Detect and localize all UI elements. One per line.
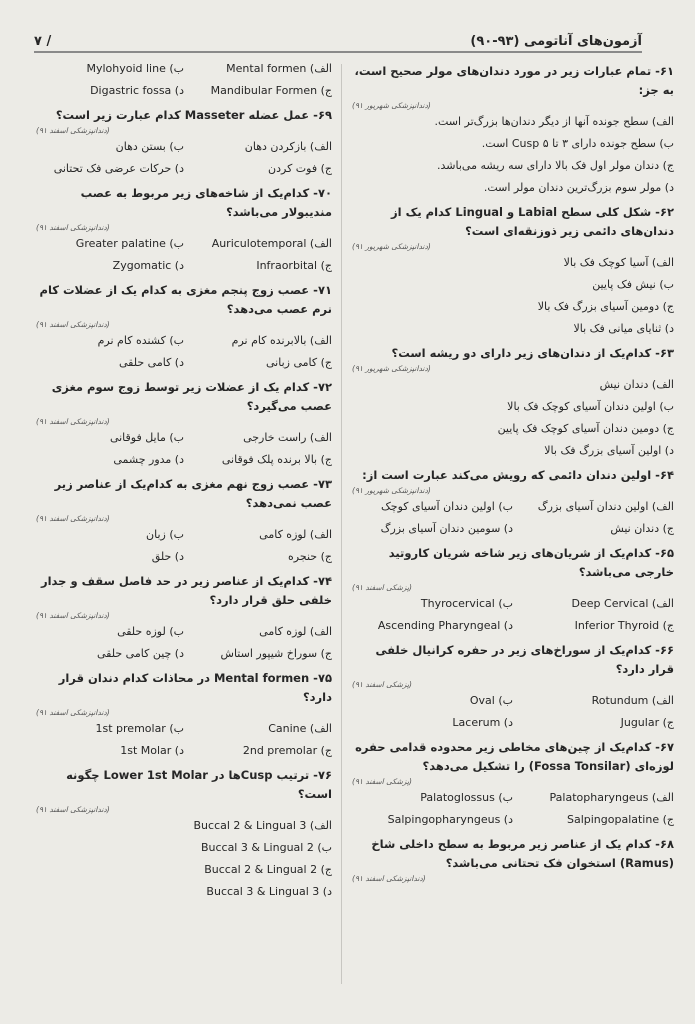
answer-option: الف) Auriculotemporal (211, 237, 332, 250)
answer-option: د) ثنایای میانی فک بالا (573, 322, 674, 335)
answer-option: ب) بستن دهان (115, 140, 184, 153)
question-block (36, 180, 332, 277)
question-block (36, 58, 332, 102)
question-source: (دندانپزشکی اسفند ۹۱) (36, 223, 110, 232)
answer-option: الف) لوزه کامی (259, 528, 332, 541)
answer-option: ب) 1st premolar (95, 722, 184, 735)
question-stem: ۶۸- کدام یک از عناصر زیر مربوط به سطح داخلی شاخ (Ramus) استخوان فک تحتانی می‌باشد؟ (371, 837, 674, 870)
option-row (36, 233, 332, 255)
answer-option: ج) دندان نیش (610, 522, 674, 535)
answer-option: ب) Thyrocervical (420, 597, 513, 610)
option-row (36, 740, 332, 762)
answer-option: ب) اولین دندان آسیای کوچک (380, 500, 513, 513)
answer-option: ج) Salpingopalatine (566, 813, 674, 826)
answer-option: الف) Canine (268, 722, 332, 735)
answer-option: الف) Mental formen (226, 62, 332, 75)
question-text (36, 277, 332, 320)
answer-option: الف) آسیا کوچک فک بالا (563, 256, 674, 269)
option-row (352, 496, 674, 518)
question-source: (دندانپزشکی اسفند ۹۱) (36, 805, 110, 814)
option-row (352, 690, 674, 712)
question-text (352, 340, 674, 364)
page-number: / ۷ (34, 34, 52, 49)
answer-option: الف) بالابرنده کام نرم (231, 334, 332, 347)
answer-option: ج) سوراخ شیپور استاش (220, 647, 332, 660)
question-stem: ۷۶- ترتیب Cuspها در Lower 1st Molar چگونه است؟ (66, 768, 332, 801)
option-row (36, 718, 332, 740)
question-stem: ۷۲- کدام یک از عضلات زیر توسط زوج سوم مغزی عصب می‌گیرد؟ (51, 380, 332, 413)
option-row (36, 427, 332, 449)
question-source: (دندانپزشکی شهریور ۹۱) (352, 364, 431, 373)
answer-option: ج) دومین دندان آسیای کوچک فک پایین (497, 422, 674, 435)
question-stem: ۶۶- کدام‌یک از سوراخ‌های زیر در حفره کرانیال خلفی قرار دارد؟ (375, 643, 674, 676)
left-column (36, 58, 332, 903)
question-stem: ۶۷- کدام‌یک از چین‌های مخاطی زیر محدوده قدامی حفره لوزه‌ای (Fossa Tonsilar) را تشکیل می‌دهد؟ (355, 740, 674, 773)
answer-option: د) مولر سوم بزرگ‌ترین دندان مولر است. (483, 181, 674, 194)
answer-option: ب) سطح جونده دارای ۳ تا ۵ Cusp است. (481, 137, 674, 150)
question-source: (دندانپزشکی شهریور ۹۱) (352, 486, 431, 495)
question-text (36, 102, 332, 126)
option-row (352, 787, 674, 809)
question-block (36, 762, 332, 903)
answer-option: ب) Greater palatine (75, 237, 184, 250)
answer-option: ب) Palatoglossus (420, 791, 513, 804)
question-stem: ۶۳- کدام‌یک از دندان‌های زیر دارای دو ریشه است؟ (391, 346, 674, 360)
question-source: (دندانپزشکی اسفند ۹۱) (36, 320, 110, 329)
column-divider (341, 64, 342, 984)
question-block (352, 831, 674, 884)
answer-option: د) کامی حلقی (118, 356, 184, 369)
header-rule (34, 51, 642, 53)
question-source: (دندانپزشکی اسفند ۹۱) (36, 514, 110, 523)
answer-option: ب) مایل فوقانی (109, 431, 184, 444)
question-block (352, 462, 674, 540)
option-row (36, 449, 332, 471)
option-row (36, 255, 332, 277)
answer-option: د) Lacerum (452, 716, 513, 729)
answer-option: ب) نیش فک پایین (592, 278, 674, 291)
answer-option: ج) کامی زبانی (266, 356, 332, 369)
question-source: (دندانپزشکی اسفند ۹۱) (36, 126, 110, 135)
question-block (352, 540, 674, 637)
answer-option: د) مدور چشمی (113, 453, 184, 466)
answer-option: د) Zygomatic (112, 259, 184, 272)
answer-option: ج) Infraorbital (256, 259, 332, 272)
question-text (352, 199, 674, 242)
answer-option: ج) بالا برنده پلک فوقانی (221, 453, 332, 466)
question-stem: ۶۱- تمام عبارات زیر در مورد دندان‌های مولر صحیح است، به جز: (354, 64, 674, 97)
question-source: (دندانپزشکی اسفند ۹۱) (352, 874, 426, 883)
answer-option: ب) اولین دندان آسیای کوچک فک بالا (507, 400, 674, 413)
question-text (352, 734, 674, 777)
answer-option: د) Salpingopharyngeus (387, 813, 513, 826)
question-text (36, 665, 332, 708)
answer-option: الف) دندان نیش (599, 378, 674, 391)
answer-option: د) اولین آسیای بزرگ فک بالا (544, 444, 674, 457)
question-stem: ۷۱- عصب زوج پنجم مغزی به کدام یک از عضلات کام نرم عصب می‌دهد؟ (39, 283, 332, 316)
option-row (36, 643, 332, 665)
question-stem: ۶۲- شکل کلی سطح Labial و Lingual کدام یک از دندان‌های دائمی زیر ذوزنقه‌ای است؟ (391, 205, 674, 238)
question-stem: ۶۹- عمل عضله Masseter کدام عبارت زیر است؟ (55, 108, 332, 122)
question-block (36, 471, 332, 568)
answer-option: ب) Oval (469, 694, 513, 707)
question-text (36, 762, 332, 805)
option-row (352, 518, 674, 540)
answer-option: ج) Inferior Thyroid (574, 619, 674, 632)
question-source: (دندانپزشکی اسفند ۹۱) (36, 611, 110, 620)
answer-option: ب) لوزه حلقی (117, 625, 184, 638)
answer-option: د) Digastric fossa (90, 84, 184, 97)
option-row (352, 615, 674, 637)
page-header (34, 34, 642, 50)
question-text (352, 540, 674, 583)
answer-option: ب) زبان (146, 528, 184, 541)
question-block (36, 568, 332, 665)
question-source: (پزشکی اسفند ۹۱) (352, 777, 412, 786)
question-block (352, 734, 674, 831)
question-source: (دندانپزشکی اسفند ۹۱) (36, 417, 110, 426)
question-source: (دندانپزشکی اسفند ۹۱) (36, 708, 110, 717)
question-text (352, 462, 674, 486)
question-stem: ۷۴- کدام‌یک از عناصر زیر در حد فاصل سقف و جدار خلفی حلق قرار دارد؟ (40, 574, 332, 607)
answer-option: ج) Mandibular Formen (210, 84, 332, 97)
question-block (36, 374, 332, 471)
option-row (352, 712, 674, 734)
header-title: آزمون‌های آناتومی (۹۳-۹۰) (470, 34, 642, 49)
option-row (36, 158, 332, 180)
question-source: (پزشکی اسفند ۹۱) (352, 583, 412, 592)
option-row (36, 546, 332, 568)
option-row (36, 58, 332, 80)
answer-option: الف) بازکردن دهان (244, 140, 332, 153)
option-row (352, 809, 674, 831)
answer-option: ج) فوت کردن (268, 162, 332, 175)
answer-option: ج) Jugular (620, 716, 674, 729)
question-text (36, 180, 332, 223)
answer-option: د) حرکات عرضی فک تحتانی (53, 162, 184, 175)
answer-option: ج) 2nd premolar (242, 744, 332, 757)
question-text (352, 637, 674, 680)
option-row (36, 330, 332, 352)
answer-option: د) Ascending Pharyngeal (377, 619, 513, 632)
question-block (352, 637, 674, 734)
answer-option: د) چین کامی حلقی (97, 647, 184, 660)
option-row (36, 352, 332, 374)
question-block (352, 58, 674, 199)
question-text (36, 568, 332, 611)
question-stem: ۶۵- کدام‌یک از شریان‌های زیر شاخه شریان کاروتید خارجی می‌باشد؟ (388, 546, 674, 579)
question-text (36, 471, 332, 514)
answer-option: الف) Buccal 2 & Lingual 3 (193, 819, 332, 832)
question-stem: ۷۰- کدام‌یک از شاخه‌های زیر مربوط به عصب مندیبولار می‌باشد؟ (80, 186, 332, 219)
question-block (36, 102, 332, 180)
answer-option: الف) Rotundum (591, 694, 674, 707)
answer-option: الف) لوزه کامی (259, 625, 332, 638)
answer-option: الف) Deep Cervical (571, 597, 674, 610)
option-row (36, 524, 332, 546)
question-block (352, 199, 674, 340)
answer-option: ج) دومین آسیای بزرگ فک بالا (537, 300, 674, 313)
answer-option: ج) حنجره (288, 550, 332, 563)
question-text (36, 374, 332, 417)
answer-option: ب) Mylohyoid line (86, 62, 184, 75)
answer-option: الف) اولین دندان آسیای بزرگ (537, 500, 674, 513)
question-stem: ۶۴- اولین دندان دائمی که رویش می‌کند عبارت است از: (362, 468, 674, 482)
answer-option: د) سومین دندان آسیای بزرگ (380, 522, 513, 535)
question-block (36, 277, 332, 374)
question-source: (دندانپزشکی شهریور ۹۱) (352, 242, 431, 251)
answer-option: ب) Buccal 3 & Lingual 2 (200, 841, 332, 854)
option-row (36, 136, 332, 158)
answer-option: الف) Palatopharyngeus (549, 791, 674, 804)
right-column (352, 58, 674, 884)
question-stem: ۷۳- عصب زوج نهم مغزی به کدام‌یک از عناصر زیر عصب نمی‌دهد؟ (54, 477, 332, 510)
option-row (36, 80, 332, 102)
answer-option: د) حلق (151, 550, 184, 563)
question-block (36, 665, 332, 762)
answer-option: الف) سطح جونده آنها از دیگر دندان‌ها بزرگ‌تر است. (434, 115, 674, 128)
answer-option: د) Buccal 3 & Lingual 3 (206, 885, 332, 898)
question-source: (دندانپزشکی شهریور ۹۱) (352, 101, 431, 110)
question-text (352, 831, 674, 874)
answer-option: ج) دندان مولر اول فک بالا دارای سه ریشه می‌باشد. (437, 159, 674, 172)
question-stem: ۷۵- Mental formen در محاذات کدام دندان قرار دارد؟ (58, 671, 332, 704)
answer-option: ب) کشنده کام نرم (97, 334, 184, 347)
answer-option: د) 1st Molar (120, 744, 184, 757)
answer-option: الف) راست خارجی (243, 431, 332, 444)
option-row (352, 593, 674, 615)
question-source: (پزشکی اسفند ۹۱) (352, 680, 412, 689)
question-block (352, 340, 674, 462)
answer-option: ج) Buccal 2 & Lingual 2 (204, 863, 332, 876)
option-row (36, 621, 332, 643)
question-text (352, 58, 674, 101)
